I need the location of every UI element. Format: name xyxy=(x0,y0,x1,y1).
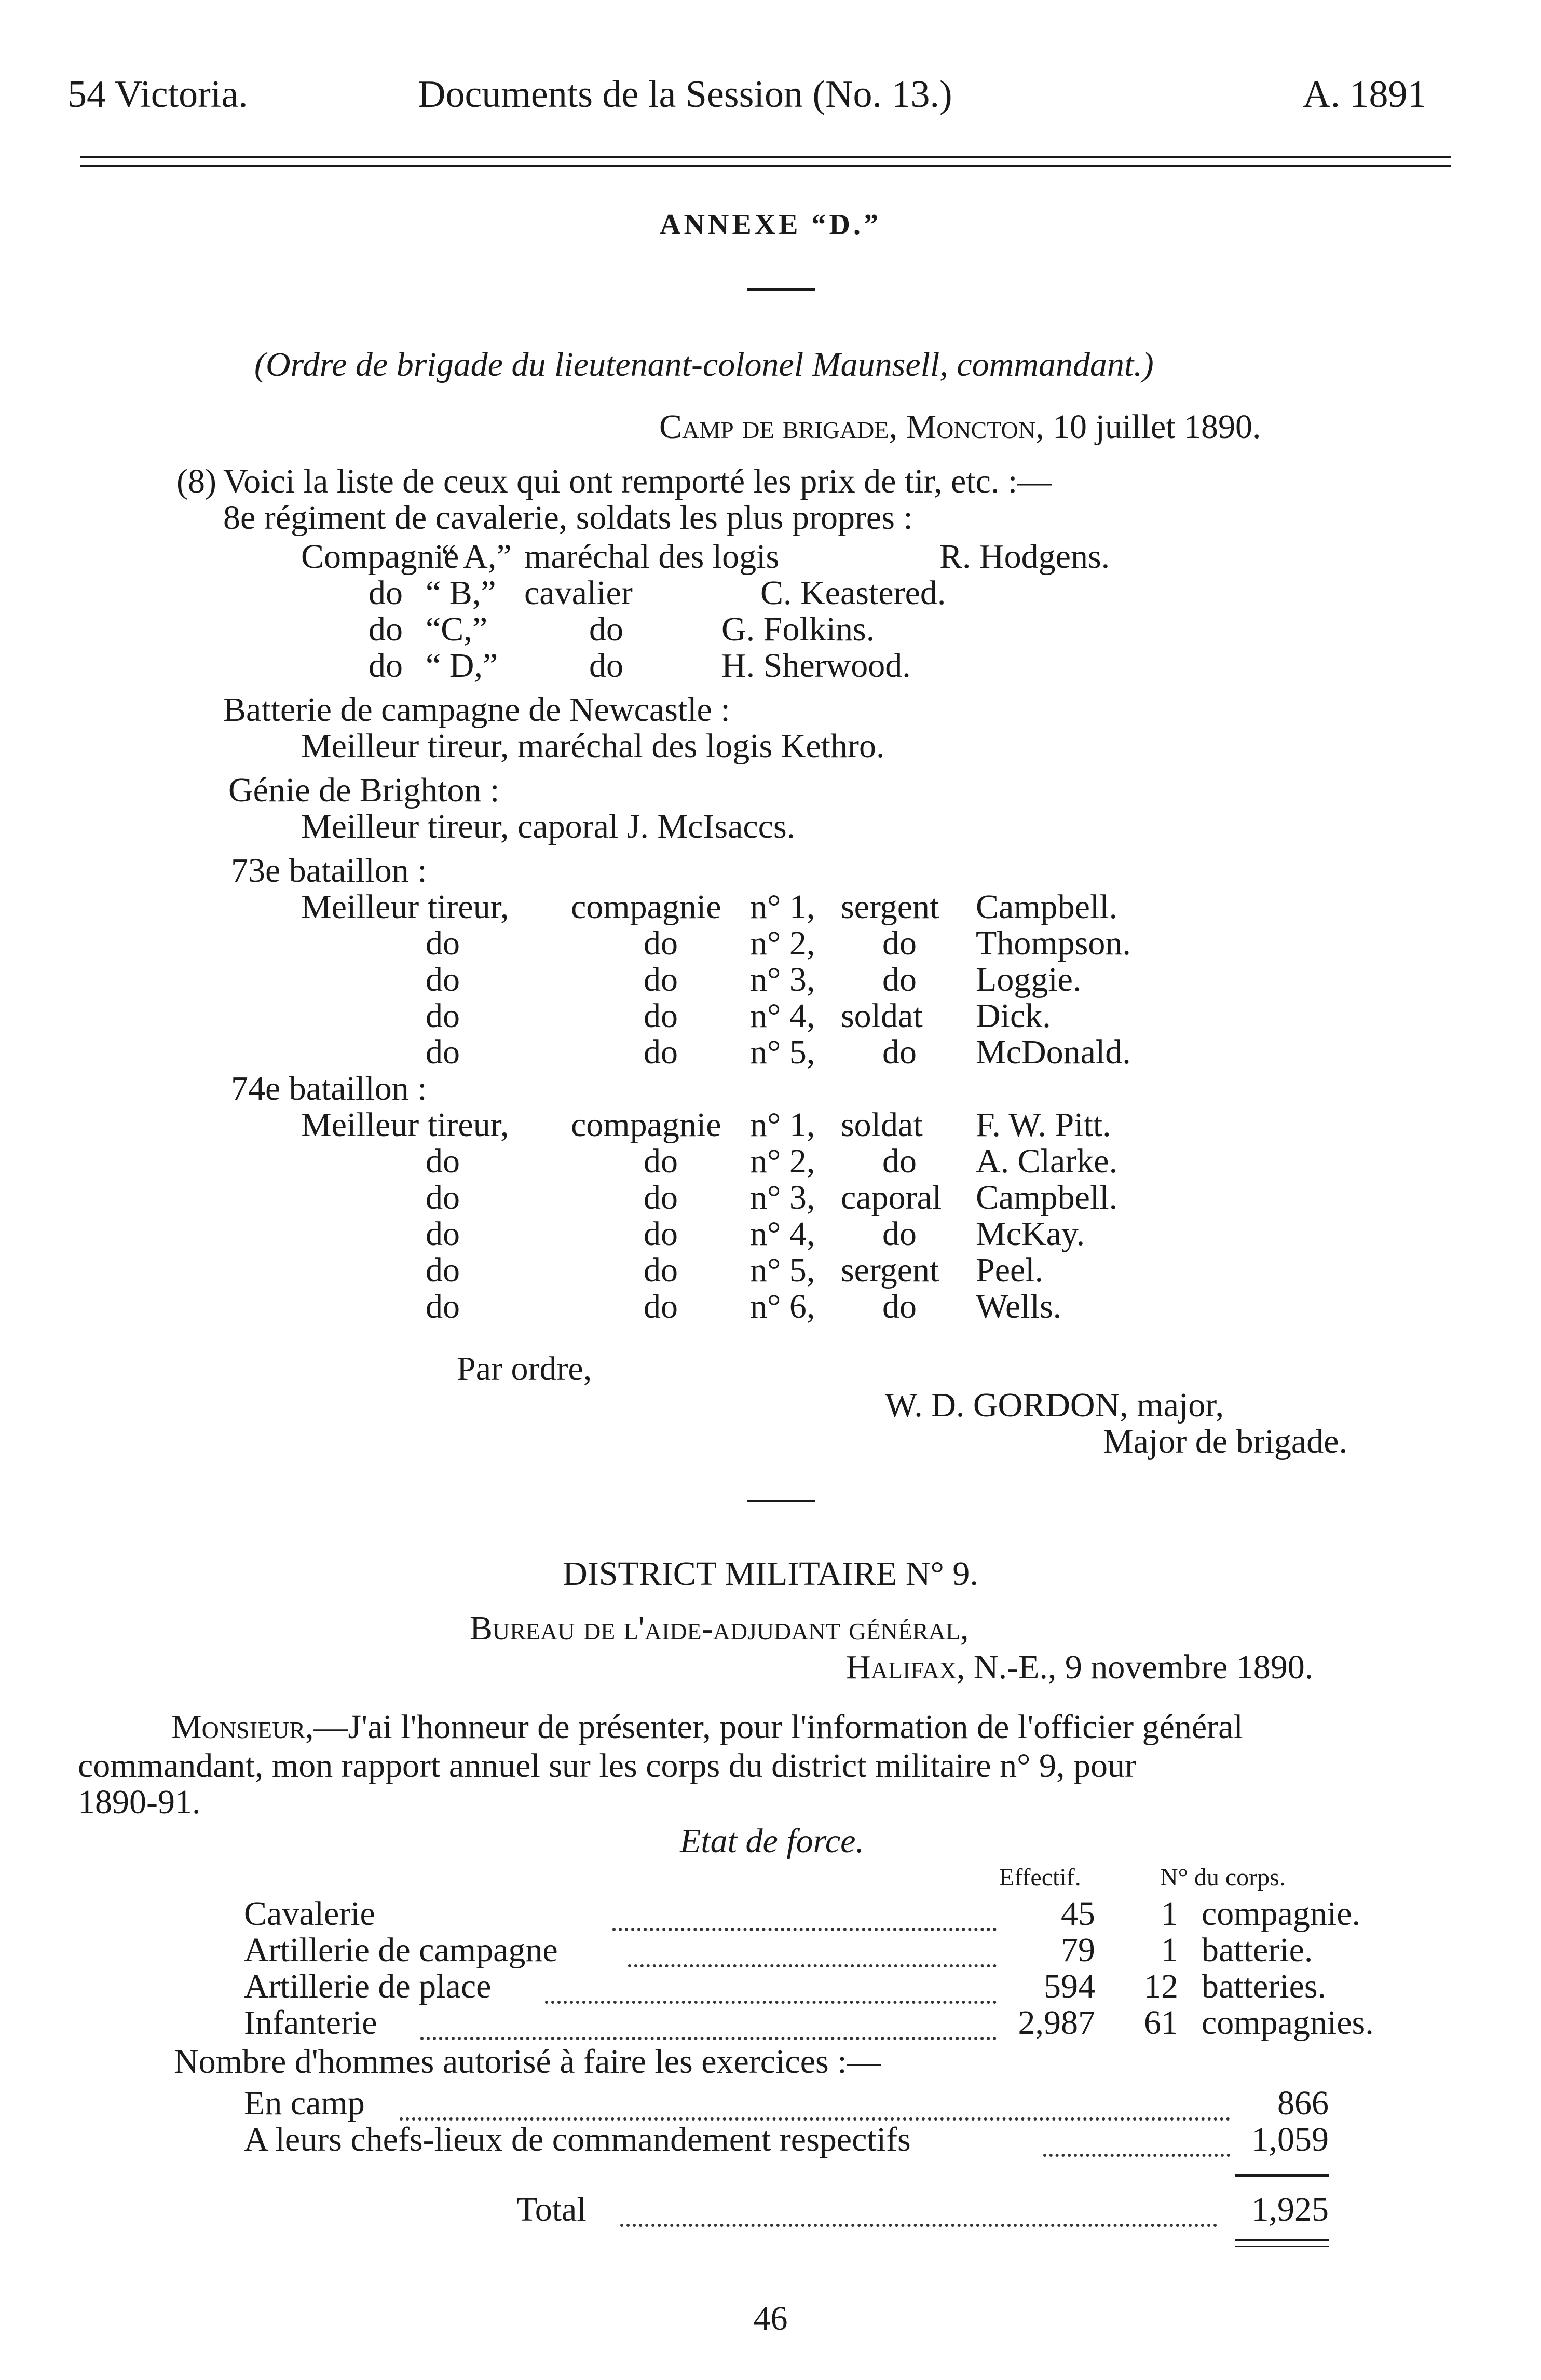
district-title: DISTRICT MILITAIRE N° 9. xyxy=(563,1555,978,1593)
genie-title: Génie de Brighton : xyxy=(228,771,500,809)
force-title: Etat de force. xyxy=(680,1822,864,1860)
force-row-leader xyxy=(628,1964,997,1967)
force-row-effectif: 79 xyxy=(1061,1931,1095,1969)
bat74-row-label: do xyxy=(426,1288,460,1325)
bat74-row-company: do xyxy=(644,1179,678,1216)
cavalry-company: “ A,” xyxy=(441,538,512,576)
bat73-row-label: do xyxy=(426,961,460,998)
authorized-row-label: A leurs chefs-lieux de commandement respectifs xyxy=(244,2121,911,2158)
force-row-number: 1 xyxy=(1161,1931,1178,1969)
cavalry-name: R. Hodgens. xyxy=(939,538,1110,576)
bat74-row-rank: do xyxy=(882,1142,917,1180)
bat73-row-name: McDonald. xyxy=(976,1033,1131,1071)
bat73-row-label: do xyxy=(426,997,460,1035)
bat74-row-number: n° 4, xyxy=(750,1215,815,1253)
bat73-row-company: do xyxy=(644,1033,678,1071)
district-para-line3: 1890-91. xyxy=(78,1783,201,1821)
force-row-number: 1 xyxy=(1161,1895,1178,1933)
total-double-rule-2 xyxy=(1235,2246,1329,2247)
district-para-line2: commandant, mon rapport annuel sur les corps du district militaire n° 9, pour xyxy=(78,1747,1136,1785)
force-row-leader xyxy=(545,2001,997,2004)
district-para-line1 xyxy=(171,1710,1243,1744)
bat74-row-company: compagnie xyxy=(571,1106,721,1144)
bat73-row-number: n° 5, xyxy=(750,1033,815,1071)
bat74-row-label: do xyxy=(426,1251,460,1289)
bat73-row-number: n° 3, xyxy=(750,961,815,998)
cavalry-company: “ B,” xyxy=(426,574,496,612)
force-row-effectif: 2,987 xyxy=(1018,2004,1095,2042)
bat73-row-rank: soldat xyxy=(841,997,923,1035)
intro-number: (8) xyxy=(176,462,216,500)
bat73-row-name: Thompson. xyxy=(976,924,1131,962)
bat73-title: 73e bataillon : xyxy=(231,852,427,890)
bat73-row-number: n° 4, xyxy=(750,997,815,1035)
bat74-row-name: A. Clarke. xyxy=(976,1142,1118,1180)
bat74-title: 74e bataillon : xyxy=(231,1070,427,1107)
force-row-effectif: 45 xyxy=(1061,1895,1095,1933)
bat74-row-number: n° 1, xyxy=(750,1106,815,1144)
bat74-row-name: McKay. xyxy=(976,1215,1085,1253)
cavalry-company: “C,” xyxy=(426,610,488,648)
annex-subtitle: (Ordre de brigade du lieutenant-colonel Maunsell, commandant.) xyxy=(254,346,1154,384)
annex-date: 10 juillet 1890. xyxy=(1053,408,1261,446)
force-row-label: Artillerie de place xyxy=(244,1967,492,2005)
header-rule-bottom xyxy=(80,165,1451,167)
bat74-row-rank: do xyxy=(882,1288,917,1325)
bat74-row-company: do xyxy=(644,1215,678,1253)
bat73-row-rank: do xyxy=(882,1033,917,1071)
annex-dateline xyxy=(659,410,1261,444)
bat73-row-rank: sergent xyxy=(841,888,939,926)
annex-divider xyxy=(747,288,815,291)
para1-text: —J'ai l'honneur de présenter, pour l'information de l'officier général xyxy=(313,1708,1243,1746)
cavalry-unit: do xyxy=(369,610,403,648)
authorized-row-label: En camp xyxy=(244,2084,365,2122)
bat73-row-company: do xyxy=(644,924,678,962)
annex-title: ANNEXE “D.” xyxy=(660,209,881,241)
cavalry-unit: do xyxy=(369,574,403,612)
force-row-leader xyxy=(420,2037,997,2040)
bat74-row-label: do xyxy=(426,1142,460,1180)
authorized-title: Nombre d'hommes autorisé à faire les exercices :— xyxy=(174,2043,881,2081)
header-session: Documents de la Session (No. 13.) xyxy=(418,73,952,116)
bat74-row-number: n° 6, xyxy=(750,1288,815,1325)
header-rule-top xyxy=(80,156,1451,158)
batterie-title: Batterie de campagne de Newcastle : xyxy=(223,691,730,729)
bat74-row-number: n° 3, xyxy=(750,1179,815,1216)
force-row-label: Artillerie de campagne xyxy=(244,1931,558,1969)
cavalry-rank: maréchal des logis xyxy=(524,538,780,576)
genie-line: Meilleur tireur, caporal J. McIsaccs. xyxy=(301,808,796,845)
batterie-line: Meilleur tireur, maréchal des logis Kethro. xyxy=(301,727,885,765)
bat73-row-label: do xyxy=(426,1033,460,1071)
cavalry-unit: do xyxy=(369,647,403,685)
bat74-row-name: Peel. xyxy=(976,1251,1044,1289)
intro-line: Voici la liste de ceux qui ont remporté les prix de tir, etc. :— xyxy=(223,462,1052,500)
col-corps: N° du corps. xyxy=(1160,1864,1286,1891)
bat74-row-rank: soldat xyxy=(841,1106,923,1144)
par-ordre: Par ordre, xyxy=(457,1350,592,1388)
cavalry-company: “ D,” xyxy=(426,647,498,685)
bat73-row-name: Dick. xyxy=(976,997,1051,1035)
col-effectif: Effectif. xyxy=(999,1864,1081,1891)
cavalry-name: G. Folkins. xyxy=(721,610,875,648)
bat73-row-company: do xyxy=(644,961,678,998)
total-leader xyxy=(620,2224,1217,2227)
bat73-row-company: compagnie xyxy=(571,888,721,926)
force-row-label: Infanterie xyxy=(244,2004,377,2042)
header-volume: 54 Victoria. xyxy=(67,73,248,116)
bat73-row-rank: do xyxy=(882,961,917,998)
district-place: Halifax, xyxy=(846,1648,965,1686)
district-bureau: Bureau de l'aide-adjudant général, xyxy=(470,1609,969,1647)
total-value: 1,925 xyxy=(1251,2191,1329,2228)
bat74-row-label: do xyxy=(426,1215,460,1253)
district-date: N.-E., 9 novembre 1890. xyxy=(973,1648,1314,1686)
force-row-leader xyxy=(612,1928,997,1931)
total-double-rule-1 xyxy=(1235,2239,1329,2241)
bat74-row-rank: sergent xyxy=(841,1251,939,1289)
bat74-row-label: Meilleur tireur, xyxy=(301,1106,509,1144)
force-row-unit: batteries. xyxy=(1202,1967,1327,2005)
bat74-row-name: Wells. xyxy=(976,1288,1062,1325)
force-row-effectif: 594 xyxy=(1044,1967,1095,2005)
bat73-row-company: do xyxy=(644,997,678,1035)
signature-name: W. D. GORDON, major, xyxy=(885,1386,1224,1424)
header-year: A. 1891 xyxy=(1303,73,1427,116)
district-dateline xyxy=(846,1650,1313,1685)
bat74-row-name: Campbell. xyxy=(976,1179,1118,1216)
bat74-row-rank: do xyxy=(882,1215,917,1253)
bat73-row-name: Loggie. xyxy=(976,961,1082,998)
cavalry-rank: cavalier xyxy=(524,574,633,612)
force-row-unit: compagnies. xyxy=(1202,2004,1374,2042)
bat74-row-company: do xyxy=(644,1251,678,1289)
intro-regiment: 8e régiment de cavalerie, soldats les plus propres : xyxy=(223,499,913,537)
cavalry-name: C. Keastered. xyxy=(760,574,946,612)
force-row-label: Cavalerie xyxy=(244,1895,375,1933)
bat74-row-rank: caporal xyxy=(841,1179,942,1216)
bat74-row-company: do xyxy=(644,1288,678,1325)
force-row-unit: batterie. xyxy=(1202,1931,1313,1969)
bat74-row-company: do xyxy=(644,1142,678,1180)
annex-place: Camp de brigade, Moncton, xyxy=(659,408,1044,446)
page-number: 46 xyxy=(753,2300,788,2337)
bat73-row-number: n° 1, xyxy=(750,888,815,926)
cavalry-name: H. Sherwood. xyxy=(721,647,911,685)
total-label: Total xyxy=(516,2191,587,2228)
bat73-row-number: n° 2, xyxy=(750,924,815,962)
bat73-row-rank: do xyxy=(882,924,917,962)
bat74-row-number: n° 2, xyxy=(750,1142,815,1180)
bat74-row-label: do xyxy=(426,1179,460,1216)
bat74-row-name: F. W. Pitt. xyxy=(976,1106,1111,1144)
cavalry-rank: do xyxy=(589,610,623,648)
cavalry-rank: do xyxy=(589,647,623,685)
bat74-row-number: n° 5, xyxy=(750,1251,815,1289)
authorized-row-value: 1,059 xyxy=(1251,2121,1329,2158)
authorized-row-value: 866 xyxy=(1277,2084,1329,2122)
bat73-row-label: Meilleur tireur, xyxy=(301,888,509,926)
force-row-number: 12 xyxy=(1144,1967,1178,2005)
force-row-unit: compagnie. xyxy=(1202,1895,1361,1933)
salutation: Monsieur, xyxy=(171,1708,314,1746)
force-row-number: 61 xyxy=(1144,2004,1178,2042)
section-divider xyxy=(747,1500,815,1502)
cavalry-unit: Compagnie xyxy=(301,538,459,576)
bat73-row-label: do xyxy=(426,924,460,962)
bat73-row-name: Campbell. xyxy=(976,888,1118,926)
total-rule xyxy=(1235,2174,1329,2177)
signature-role: Major de brigade. xyxy=(1103,1422,1347,1460)
